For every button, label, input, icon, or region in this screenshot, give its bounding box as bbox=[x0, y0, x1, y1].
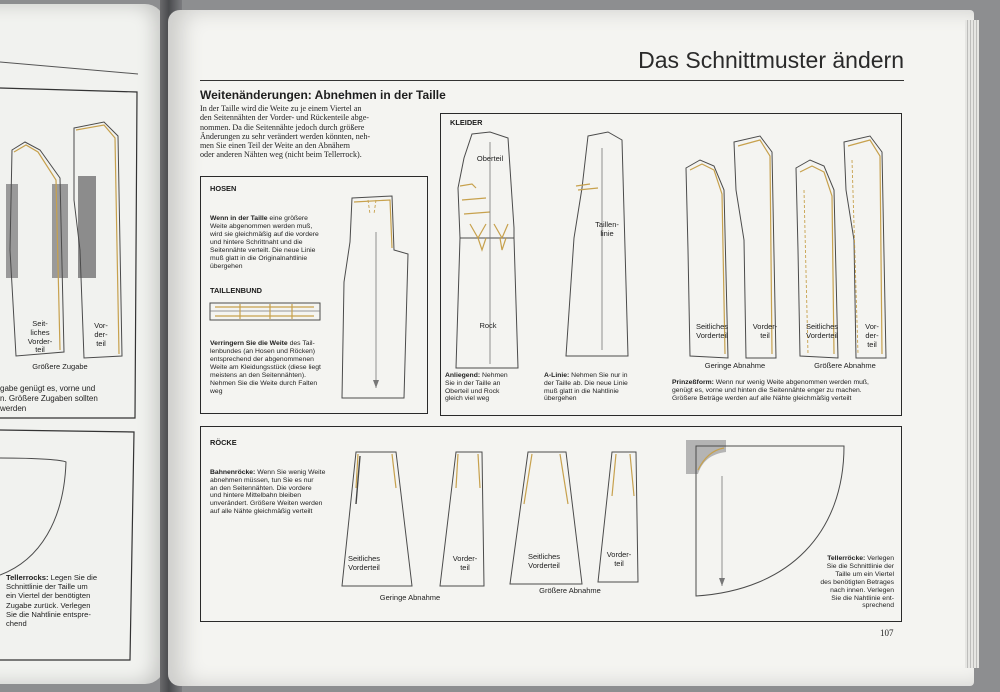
left-label-seitliches-vorderteil: Seit- liches Vorder- teil bbox=[27, 319, 53, 355]
taillenbund-body: des Tail- lenbundes (an Hosen und Röcken) entsprechend der abgenommenen Weite am Kleidungsstück (diese liegt meistens an den Seitennähten). Nehmen Sie die Weite durch Falten weg bbox=[210, 340, 321, 395]
intro-text: In der Taille wird die Weite zu je einem Viertel an den Seitennähten der Vorder- und Rückenteile abge- nommen. Da die Seitennähte jedoch durch größere Änderungen zu sehr verändert werden könnten, neh- men Sie einen Teil der Weite an den Abnähern oder anderen Nähten weg (nicht beim Tellerrock). bbox=[200, 104, 371, 160]
left-teller-body: Legen Sie die Schnittlinie der Taille um ein Viertel der benötigten Zugabe zurück. Verlegen Sie die Nahtlinie entspre- chend bbox=[6, 573, 98, 629]
kleider-heading: KLEIDER bbox=[450, 118, 483, 127]
label-prinzess-vorderteil-2: Vor- der- teil bbox=[865, 322, 879, 349]
left-label-vorderteil: Vor- der- teil bbox=[94, 321, 108, 348]
taillenbund-bold: Verringern Sie die Weite bbox=[210, 340, 288, 347]
alinie-text bbox=[544, 372, 652, 403]
anliegend-body: Nehmen Sie in der Taille an Oberteil und Rock gleich viel weg bbox=[445, 372, 508, 403]
label-roecke-groessere-abnahme: Größere Abnahme bbox=[539, 586, 601, 595]
teller-body: Verlegen Sie die Schnittlinie der Taille um ein Viertel des benötigten Betrages nach innen. Verlegen Sie die Nahtlinie ent- sprechend bbox=[820, 555, 894, 610]
left-teller-text bbox=[6, 573, 130, 628]
label-rock-vorderteil-1: Vorder- teil bbox=[452, 554, 478, 572]
label-rock-seitliches-vorderteil-1: Seitliches Vorderteil bbox=[347, 554, 381, 572]
title-rule bbox=[200, 80, 904, 81]
taillenbund-drawing bbox=[210, 302, 325, 324]
prinzess-body: Wenn nur wenig Weite abgenommen werden muß, genügt es, vorne und hinten die Seitennähte enger zu machen. Größere Beträge werden auf alle Nähte gleichmäßig verteilt bbox=[672, 379, 869, 402]
alinie-body: Nehmen Sie nur in der Taille ab. Die neue Linie muß glatt in die Nahtlinie übergehen bbox=[544, 372, 628, 403]
prinzess-bold: Prinzeßform: bbox=[672, 379, 714, 386]
hosen-heading: HOSEN bbox=[210, 184, 237, 193]
label-taillenlinie: Taillen- linie bbox=[595, 220, 619, 238]
prinzess-text bbox=[672, 379, 896, 402]
hosen-bold: Wenn in der Taille bbox=[210, 215, 268, 222]
label-prinzess-seitliches-vorderteil-2: Seitliches Vorderteil bbox=[805, 322, 839, 340]
taillenbund-heading: TAILLENBUND bbox=[210, 286, 263, 295]
left-label-groessere-zugabe: Größere Zugabe bbox=[32, 362, 88, 371]
anliegend-text bbox=[445, 372, 527, 403]
left-teller-bold: Tellerrocks: bbox=[6, 573, 49, 582]
kleider-alinie-drawing bbox=[560, 128, 640, 363]
label-rock-vorderteil-2: Vorder- teil bbox=[606, 550, 632, 568]
kleider-anliegend-drawing bbox=[450, 128, 525, 373]
label-prinzess-seitliches-vorderteil-1: Seitliches Vorderteil bbox=[695, 322, 729, 340]
page-number: 107 bbox=[880, 628, 894, 638]
section-heading: Weitenänderungen: Abnehmen in der Taille bbox=[200, 88, 446, 102]
anliegend-bold: Anliegend: bbox=[445, 372, 481, 379]
label-kleider-groessere-abnahme: Größere Abnahme bbox=[814, 361, 876, 370]
label-kleider-geringe-abnahme: Geringe Abnahme bbox=[704, 361, 766, 370]
hosen-pattern-drawing bbox=[338, 192, 418, 404]
bahnen-body: Wenn Sie wenig Weite abnehmen müssen, tun Sie es nur an den Seitennähten. Die vordere und hintere Mittelbahn bleiben unverändert. Größere Weiten werden auf alle Nähte gleichmäßig verteilt bbox=[210, 469, 326, 515]
roecke-heading: RÖCKE bbox=[210, 438, 237, 447]
bahnen-text bbox=[210, 469, 340, 516]
left-text-fragment: gabe genügt es, vorne und n. Größere Zugaben sollten werden bbox=[0, 384, 98, 413]
teller-bold: Tellerröcke: bbox=[827, 555, 866, 562]
label-prinzess-vorderteil-1: Vorder- teil bbox=[752, 322, 778, 340]
label-roecke-geringe-abnahme: Geringe Abnahme bbox=[379, 593, 441, 602]
page-title: Das Schnittmuster ändern bbox=[638, 47, 904, 73]
label-rock: Rock bbox=[479, 321, 497, 330]
label-rock-seitliches-vorderteil-2: Seitliches Vorderteil bbox=[527, 552, 561, 570]
label-oberteil: Oberteil bbox=[476, 154, 504, 163]
teller-text bbox=[810, 555, 894, 610]
alinie-bold: A-Linie: bbox=[544, 372, 570, 379]
page-edges bbox=[965, 20, 979, 668]
hosen-text bbox=[210, 215, 338, 271]
bahnen-bold: Bahnenröcke: bbox=[210, 469, 256, 476]
taillenbund-text bbox=[210, 340, 338, 396]
hosen-body: eine größere Weite abgenommen werden muß, wird sie gleichmäßig auf die vordere und hintere Schrittnaht und die Seitennähte verteilt. Die neue Linie muß glatt in die Originalnahtlinie übergehen bbox=[210, 215, 319, 270]
